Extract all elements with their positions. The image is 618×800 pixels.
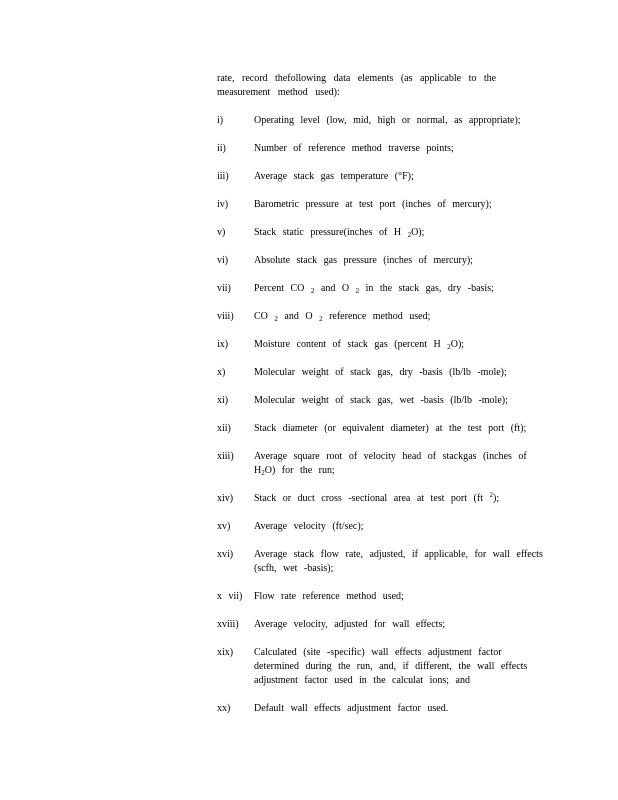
subscript: 2 — [355, 287, 360, 295]
text-part: in the stack gas, dry -basis; — [359, 283, 494, 294]
list-item — [217, 422, 547, 436]
item-number: xii) — [217, 423, 231, 434]
item-text: Average stack flow rate, adjusted, if applicable, for wall effects (scfh, wet -basis); — [254, 549, 543, 574]
text-part: CO — [254, 311, 275, 322]
item-text — [254, 226, 547, 240]
subscript: 2 — [407, 231, 412, 239]
list-item — [217, 590, 547, 604]
item-text — [254, 310, 547, 324]
subscript: 2 — [274, 315, 278, 323]
list-item — [217, 198, 547, 212]
subscript: 2 — [261, 469, 265, 477]
item-number: iv) — [217, 199, 229, 210]
text-part: and O — [277, 311, 320, 322]
list-item — [217, 548, 547, 576]
list-item — [217, 520, 547, 534]
item-number: xiii) — [217, 451, 234, 462]
text-part: O); — [411, 227, 425, 238]
item-text — [254, 282, 547, 296]
item-text: Absolute stack gas pressure (inches of mercury); — [254, 255, 473, 266]
item-text: Stack diameter (or equivalent diameter) at the test port (ft); — [254, 423, 527, 434]
item-number: xx) — [217, 703, 231, 714]
item-number: xviii) — [217, 619, 239, 630]
list-item — [217, 282, 547, 296]
text-part: Stack or duct cross -sectional area at test port (ft — [254, 493, 490, 504]
list-item — [217, 114, 547, 128]
item-text — [254, 492, 547, 506]
item-text: Flow rate reference method used; — [254, 591, 404, 602]
list-item — [217, 338, 547, 352]
item-number: xi) — [217, 395, 229, 406]
list-item — [217, 254, 547, 268]
text-part: ); — [492, 493, 500, 504]
item-number: vii) — [217, 283, 231, 294]
list-item — [217, 702, 547, 716]
item-text: Operating level (low, mid, high or normal, as appropriate); — [254, 115, 521, 126]
text-part: O) for the run; — [264, 465, 335, 476]
subscript: 2 — [447, 343, 451, 351]
item-number: i) — [217, 115, 224, 126]
item-text: Average velocity (ft/sec); — [254, 521, 364, 532]
item-text: Number of reference method traverse points; — [254, 143, 454, 154]
item-number: xiv) — [217, 493, 234, 504]
item-number: xix) — [217, 647, 234, 658]
text-part: and O — [314, 283, 356, 294]
item-number: ix) — [217, 339, 229, 350]
list-item — [217, 450, 547, 478]
item-text: Molecular weight of stack gas, dry -basis (lb/lb -mole); — [254, 367, 507, 378]
item-number: viii) — [217, 311, 234, 322]
list-item — [217, 170, 547, 184]
superscript: 2 — [489, 491, 493, 499]
item-number: xv) — [217, 521, 231, 532]
item-number: v) — [217, 227, 226, 238]
text-part: Average square root of velocity head of stackgas (inches of H — [254, 451, 527, 476]
item-number: vi) — [217, 255, 229, 266]
subscript: 2 — [319, 315, 323, 323]
item-text: Average stack gas temperature (°F); — [254, 171, 414, 182]
text-part: reference method used; — [322, 311, 431, 322]
text-part: O); — [450, 339, 465, 350]
list-item — [217, 310, 547, 324]
list-item — [217, 492, 547, 506]
item-number: x vii) — [217, 591, 243, 602]
text-part: Moisture content of stack gas (percent H — [254, 339, 448, 350]
text-part: Stack static pressure(inches of H — [254, 227, 408, 238]
list-item — [217, 366, 547, 380]
data-elements-list — [217, 114, 547, 730]
item-number: x) — [217, 367, 226, 378]
item-text: Calculated (site -specific) wall effects adjustment factor determined during the run, and, if different, the wall effects adjustment factor used in the calculat ions; and — [254, 647, 528, 686]
item-text: Default wall effects adjustment factor used. — [254, 703, 449, 714]
item-text: Molecular weight of stack gas, wet -basis (lb/lb -mole); — [254, 395, 508, 406]
text-part: Percent CO — [254, 283, 311, 294]
item-text: Average velocity, adjusted for wall effects; — [254, 619, 446, 630]
item-text — [254, 338, 547, 352]
list-item — [217, 646, 547, 688]
list-item — [217, 394, 547, 408]
item-number: ii) — [217, 143, 226, 154]
subscript: 2 — [310, 287, 315, 295]
list-item — [217, 142, 547, 156]
intro-paragraph: rate, record thefollowing data elements (as applicable to the measurement method used): — [217, 73, 497, 98]
list-item — [217, 226, 547, 240]
item-text — [254, 450, 547, 478]
item-number: iii) — [217, 171, 229, 182]
list-item — [217, 618, 547, 632]
item-text: Barometric pressure at test port (inches of mercury); — [254, 199, 492, 210]
item-number: xvi) — [217, 549, 234, 560]
